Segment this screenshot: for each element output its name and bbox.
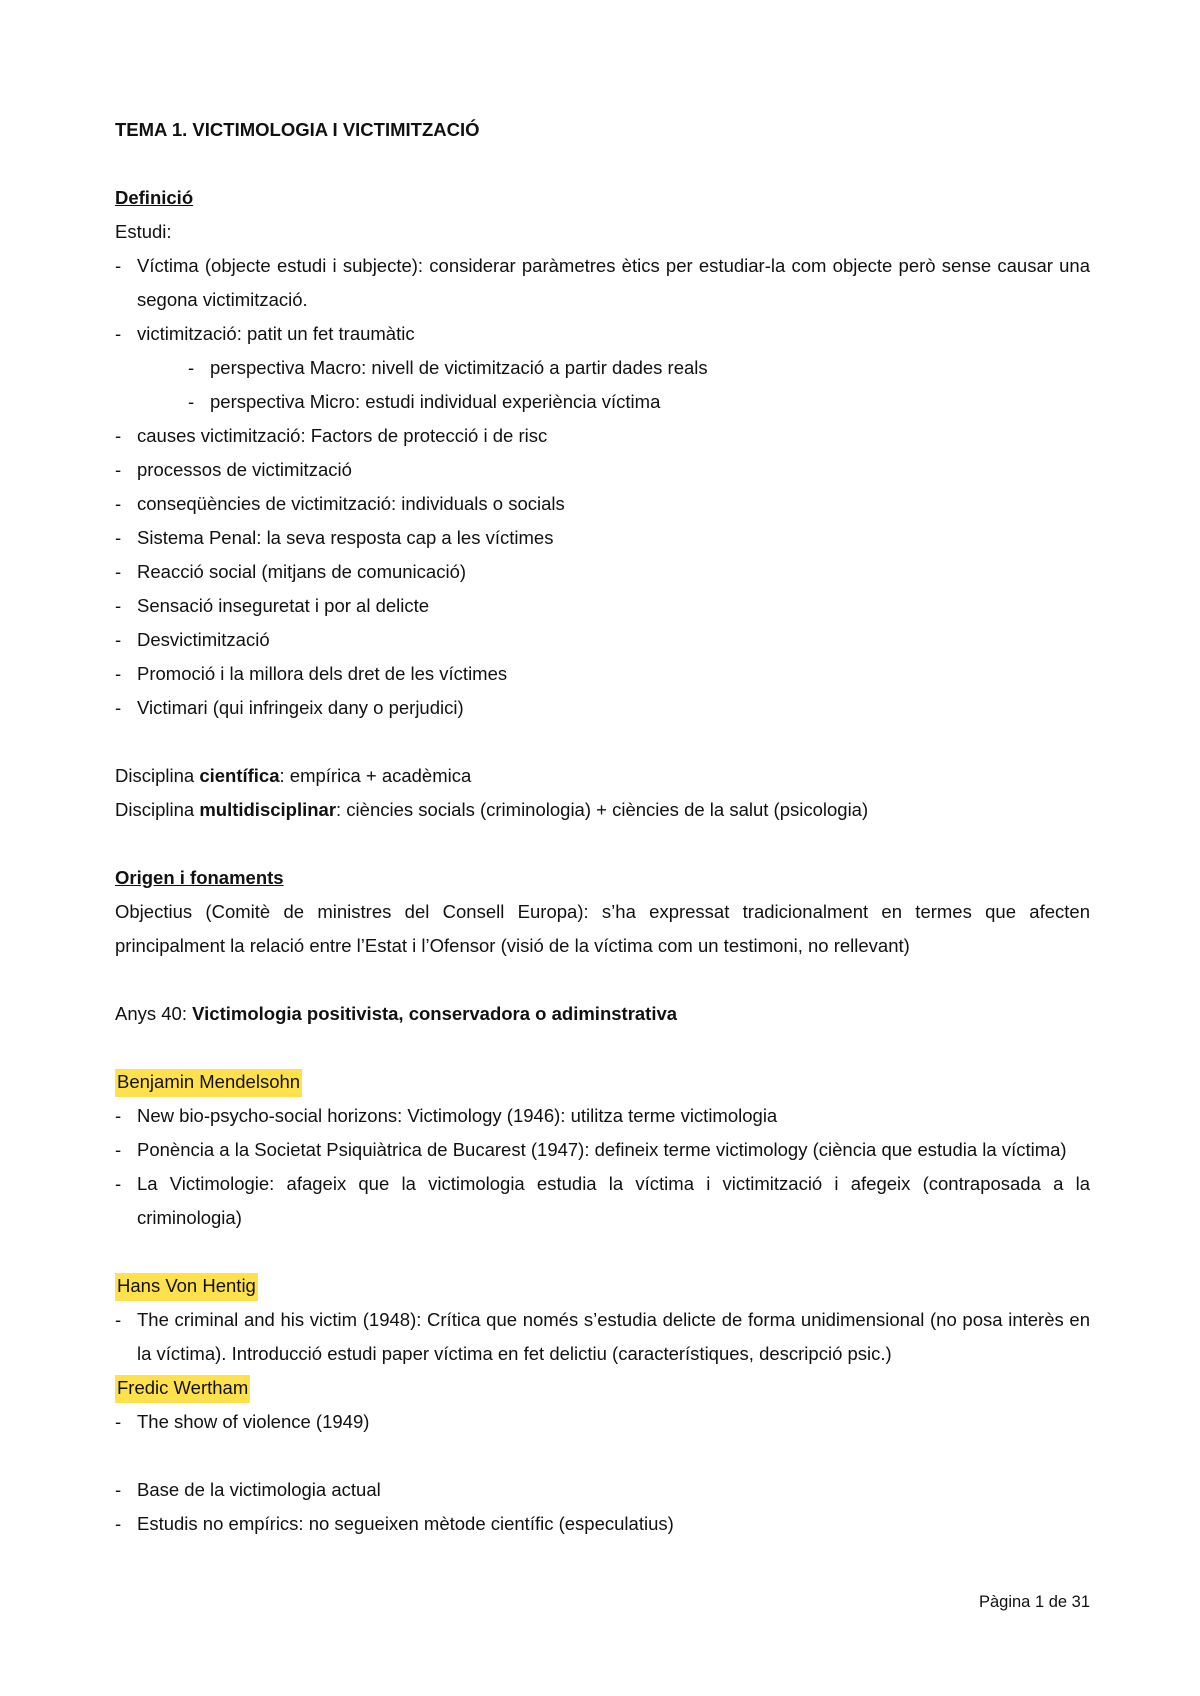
spacer <box>115 827 1090 861</box>
list-item-text: victimització: patit un fet traumàtic <box>137 323 415 344</box>
bullet-dash: - <box>115 459 122 480</box>
bullet-dash: - <box>115 527 122 548</box>
discipline-suffix: : empírica + acadèmica <box>279 765 472 786</box>
bullet-dash: - <box>115 255 122 276</box>
list-item-text: Estudis no empírics: no segueixen mètode científic (especulatius) <box>137 1513 674 1534</box>
bullet-dash: - <box>115 697 122 718</box>
spacer <box>115 147 1090 181</box>
anys-40-line <box>115 997 1090 1031</box>
author-mendelsohn <box>115 1065 1090 1099</box>
highlighted-author-name: Hans Von Hentig <box>115 1273 258 1301</box>
list-item <box>115 317 1090 351</box>
list-item <box>115 1473 1090 1507</box>
spacer <box>115 1439 1090 1473</box>
objectius-paragraph: Objectius (Comitè de ministres del Consell Europa): s’ha expressat tradicionalment en termes que afecten principalment la relació entre l’Estat i l’Ofensor (visió de la víctima com un testimoni, no rellevant) <box>115 901 1090 956</box>
list-item-text: Reacció social (mitjans de comunicació) <box>137 561 467 582</box>
bullet-dash: - <box>115 1309 122 1330</box>
discipline-suffix: : ciències socials (criminologia) + ciències de la salut (psicologia) <box>336 799 869 820</box>
list-item <box>115 691 1090 725</box>
list-item <box>115 623 1090 657</box>
bullet-dash: - <box>115 1139 122 1160</box>
list-item <box>115 1405 1090 1439</box>
list-item-text: conseqüències de victimització: individuals o socials <box>137 493 565 514</box>
bullet-dash: - <box>188 391 195 412</box>
spacer <box>115 963 1090 997</box>
discipline-prefix: Disciplina <box>115 765 200 786</box>
highlighted-author-name: Benjamin Mendelsohn <box>115 1069 302 1097</box>
list-item <box>115 1099 1090 1133</box>
list-item <box>115 1507 1090 1541</box>
list-item <box>115 249 1090 317</box>
list-item <box>115 657 1090 691</box>
list-item-text: Sistema Penal: la seva resposta cap a les víctimes <box>137 527 554 548</box>
bullet-dash: - <box>115 595 122 616</box>
spacer <box>115 1031 1090 1065</box>
list-item-text: processos de victimització <box>137 459 352 480</box>
anys-keyword: Victimologia positivista, conservadora o adiminstrativa <box>192 1003 678 1024</box>
bullet-dash: - <box>115 561 122 582</box>
list-item-text: La Victimologie: afageix que la victimologia estudia la víctima i victimització i afegeix (contraposada a la criminologia) <box>137 1173 1090 1228</box>
page-number-footer: Pàgina 1 de 31 <box>978 1593 1090 1611</box>
bullet-dash: - <box>115 663 122 684</box>
intro-text: Estudi: <box>115 221 172 242</box>
sub-list-item <box>188 385 1090 419</box>
discipline-prefix: Disciplina <box>115 799 200 820</box>
bullet-dash: - <box>115 1513 122 1534</box>
highlighted-author-name: Fredic Wertham <box>115 1375 250 1403</box>
list-item-text: The show of violence (1949) <box>137 1411 370 1432</box>
bullet-dash: - <box>115 1411 122 1432</box>
list-item <box>115 555 1090 589</box>
bullet-dash: - <box>115 1479 122 1500</box>
section-heading-definicio: Definició <box>115 187 194 208</box>
document-title: TEMA 1. VICTIMOLOGIA I VICTIMITZACIÓ <box>115 119 480 140</box>
list-item <box>115 487 1090 521</box>
list-item <box>115 453 1090 487</box>
list-item <box>115 1167 1090 1235</box>
document-body <box>115 113 1090 1541</box>
list-item-text: causes victimització: Factors de protecció i de risc <box>137 425 548 446</box>
list-item <box>115 521 1090 555</box>
list-item-text: Desvictimització <box>137 629 270 650</box>
anys-prefix: Anys 40: <box>115 1003 193 1024</box>
sub-list-item <box>188 351 1090 385</box>
list-item-text: Victimari (qui infringeix dany o perjudici) <box>137 697 464 718</box>
author-hentig <box>115 1269 1090 1303</box>
list-item-text: Sensació inseguretat i por al delicte <box>137 595 430 616</box>
discipline-keyword: científica <box>199 765 280 786</box>
list-item-text: Promoció i la millora dels dret de les víctimes <box>137 663 508 684</box>
list-item-text: Víctima (objecte estudi i subjecte): considerar paràmetres ètics per estudiar-la com objecte però sense causar una segona victimització. <box>137 255 1090 310</box>
bullet-dash: - <box>115 425 122 446</box>
list-item-text: Base de la victimologia actual <box>137 1479 381 1500</box>
list-item <box>115 1303 1090 1371</box>
spacer <box>115 1235 1090 1269</box>
discipline-multidisciplinary <box>115 793 1090 827</box>
list-item <box>115 589 1090 623</box>
list-item <box>115 1133 1090 1167</box>
spacer <box>115 725 1090 759</box>
list-item <box>115 419 1090 453</box>
bullet-dash: - <box>115 1173 122 1194</box>
bullet-dash: - <box>188 357 195 378</box>
discipline-scientific <box>115 759 1090 793</box>
sub-list-item-text: perspectiva Micro: estudi individual experiència víctima <box>210 391 661 412</box>
bullet-dash: - <box>115 1105 122 1126</box>
list-item-text: New bio-psycho-social horizons: Victimology (1946): utilitza terme victimologia <box>137 1105 778 1126</box>
sub-list-item-text: perspectiva Macro: nivell de victimització a partir dades reals <box>210 357 708 378</box>
section-heading-origen: Origen i fonaments <box>115 867 284 888</box>
list-item-text: Ponència a la Societat Psiquiàtrica de Bucarest (1947): defineix terme victimology (ciència que estudia la víctima) <box>137 1139 1067 1160</box>
bullet-dash: - <box>115 629 122 650</box>
author-wertham <box>115 1371 1090 1405</box>
discipline-keyword: multidisciplinar <box>199 799 337 820</box>
list-item-text: The criminal and his victim (1948): Crítica que només s’estudia delicte de forma unidimensional (no posa interès en la víctima). Introducció estudi paper víctima en fet delictiu (característiques, descripció psic.) <box>137 1309 1090 1364</box>
bullet-dash: - <box>115 323 122 344</box>
bullet-dash: - <box>115 493 122 514</box>
